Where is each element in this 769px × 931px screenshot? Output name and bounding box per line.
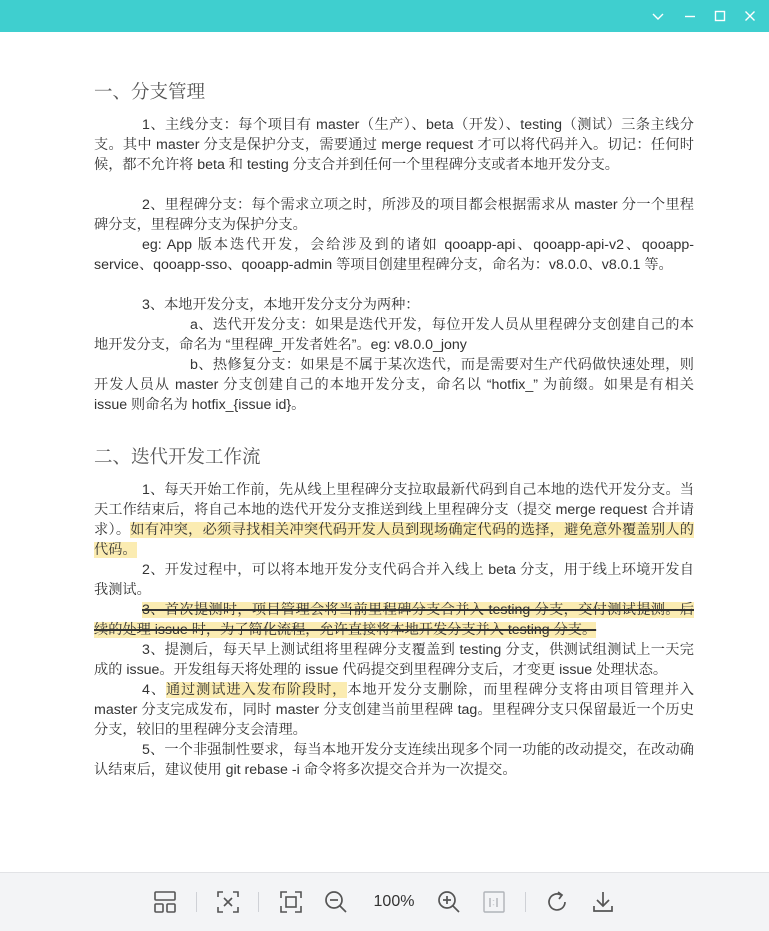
title-bar (0, 0, 769, 32)
zoom-in-button[interactable] (435, 888, 463, 916)
document-page (94, 80, 694, 780)
download-button[interactable] (589, 888, 617, 916)
document-viewport[interactable] (0, 32, 769, 872)
paragraph-local-branches: 3、本地开发分支，本地开发分支分为两种： (142, 297, 420, 313)
highlighted-conflict-note: 如有冲突，必须寻找相关冲突代码开发人员到现场确定代码的选择，避免意外覆盖别人的代码。 (94, 522, 694, 558)
fullscreen-button[interactable] (277, 888, 305, 916)
paragraph-milestone-branches: 2、里程碑分支：每个需求立项之时，所涉及的项目都会根据需求从 master 分一个里程碑分支，里程碑分支为保护分支。 (94, 197, 694, 233)
zoom-out-button[interactable] (322, 888, 350, 916)
actual-size-button[interactable] (480, 888, 508, 916)
section-title-branch-management: 一、分支管理 (94, 82, 206, 103)
paragraph-release-number: 4、 (142, 682, 166, 698)
fit-screen-button[interactable] (214, 888, 242, 916)
minimize-button[interactable] (674, 0, 706, 32)
paragraph-release-text: 本地开发分支删除，而里程碑分支将由项目管理并入 master 分支完成发布，同时 master 分支创建当前里程碑 tag。里程碑分支只保留最近一个历史分支，较旧的里程碑分支会清理。 (94, 682, 694, 738)
paragraph-first-test (94, 600, 694, 640)
section-title-iteration-workflow: 二、迭代开发工作流 (94, 447, 261, 468)
actual-size-icon (481, 889, 507, 915)
rotate-icon (544, 889, 570, 915)
fullscreen-icon (278, 889, 304, 915)
highlighted-release-phase: 通过测试进入发布阶段时， (165, 682, 348, 698)
zoom-out-icon (323, 889, 349, 915)
paragraph-rebase: 5、一个非强制性要求，每当本地开发分支连续出现多个同一功能的改动提交，在改动确认结束后，建议使用 git rebase -i 命令将多次提交合并为一次提交。 (94, 742, 694, 778)
paragraph-after-test: 3、提测后，每天早上测试组将里程碑分支覆盖到 testing 分支，供测试组测试上一天完成的 issue。开发组每天将处理的 issue 代码提交到里程碑分支后，才变更 issue 处理状态。 (94, 642, 694, 678)
collapse-button[interactable] (642, 0, 674, 32)
viewer-toolbar (0, 872, 769, 931)
thumbnails-button[interactable] (151, 888, 179, 916)
rotate-button[interactable] (543, 888, 571, 916)
paragraph-iteration-branch: a、迭代开发分支：如果是迭代开发，每位开发人员从里程碑分支创建自己的本地开发分支，命名为 “里程碑_开发者姓名”。eg: v8.0.0_jony (94, 317, 694, 353)
close-button[interactable] (734, 0, 766, 32)
zoom-in-icon (436, 889, 462, 915)
paragraph-daily-workflow-text: 1、每天开始工作前，先从线上里程碑分支拉取最新代码到自己本地的迭代开发分支。当天工作结束后，将自己本地的迭代开发分支推送到线上里程碑分支（提交 merge request 合并请求）。 (94, 482, 694, 538)
strikethrough-first-test: 3、首次提测时，项目管理会将当前里程碑分支合并入 testing 分支，交付测试提测。后续的处理 issue 时，为了简化流程，允许直接将本地开发分支并入 testing 分支。 (94, 602, 694, 638)
paragraph-release (94, 680, 694, 740)
minimize-icon (683, 9, 697, 23)
close-icon (743, 9, 757, 23)
paragraph-milestone-example: eg: App 版本迭代开发，会给涉及到的诸如 qooapp-api、qooapp-api-v2、qooapp-service、qooapp-sso、qooapp-admin 等项目创建里程碑分支，命名为：v8.0.0、v8.0.1 等。 (94, 237, 694, 273)
maximize-icon (713, 9, 727, 23)
chevron-down-icon (651, 9, 665, 23)
zoom-level: 100% (373, 893, 415, 910)
paragraph-beta-testing: 2、开发过程中，可以将本地开发分支代码合并入线上 beta 分支，用于线上环境开发自我测试。 (94, 562, 694, 598)
paragraph-main-branches: 1、主线分支：每个项目有 master（生产）、beta（开发）、testing（测试）三条主线分支。其中 master 分支是保护分支，需要通过 merge request 才可以将代码并入。切记：任何时候，都不允许将 beta 和 testing 分支合并到任何一个里程碑分支或者本地开发分支。 (94, 117, 694, 173)
paragraph-daily-workflow (94, 480, 694, 560)
maximize-button[interactable] (704, 0, 736, 32)
fit-icon (215, 889, 241, 915)
paragraph-hotfix-branch: b、热修复分支：如果是不属于某次迭代，而是需要对生产代码做快速处理，则开发人员从 master 分支创建自己的本地开发分支，命名以 “hotfix_” 为前缀。如果是有相关 issue 则命名为 hotfix_{issue id}。 (94, 357, 694, 413)
thumbnails-icon (152, 889, 178, 915)
download-icon (590, 889, 616, 915)
